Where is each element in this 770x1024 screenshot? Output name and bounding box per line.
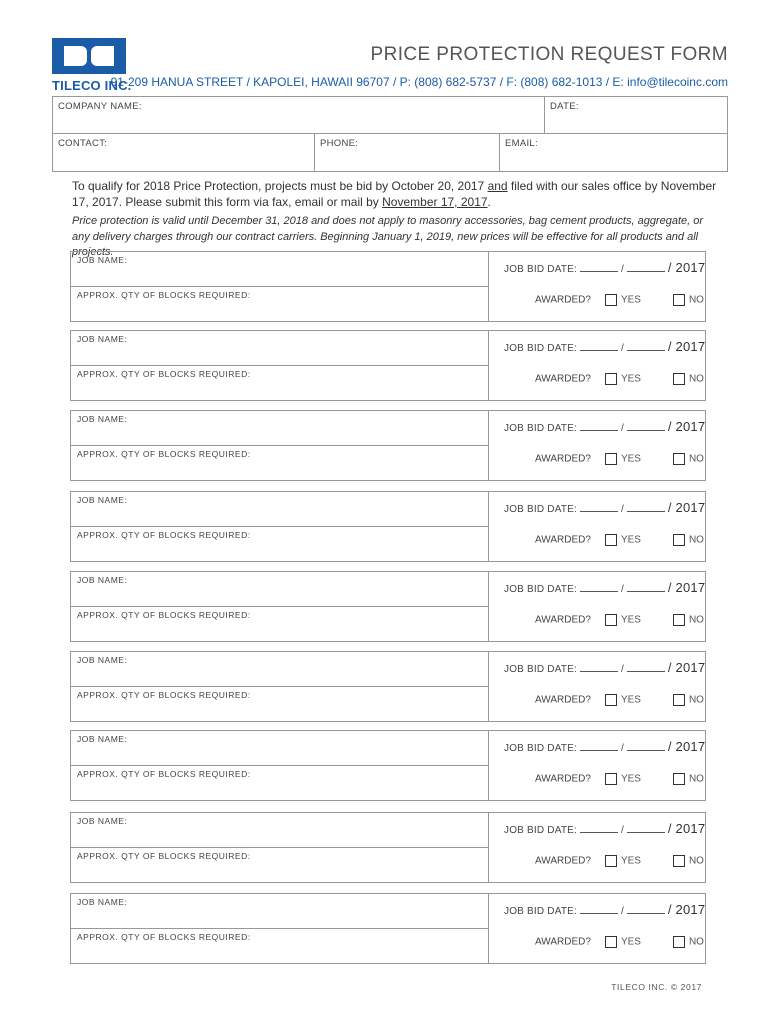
job-name-label: JOB NAME: — [77, 734, 128, 744]
intro-text-b: filed with our sales office by November 17, 2017. Please submit this form via fax, email or mail by — [72, 179, 717, 209]
date-field[interactable] — [545, 97, 727, 134]
job-name-field[interactable] — [71, 572, 489, 607]
company-address: 91-209 HANUA STREET / KAPOLEI, HAWAII 96707 / P: (808) 682-5737 / F: (808) 682-1013 / E: info@tilecoinc.com — [110, 75, 728, 89]
bid-year: / 2017 — [667, 419, 706, 434]
yes-label: YES — [620, 855, 641, 867]
block-qty-field[interactable] — [71, 766, 489, 800]
bid-month-blank[interactable] — [580, 262, 618, 272]
block-qty-label: APPROX. QTY OF BLOCKS REQUIRED: — [77, 610, 251, 620]
bid-day-blank[interactable] — [627, 421, 665, 431]
job-name-label: JOB NAME: — [77, 334, 128, 344]
block-qty-label: APPROX. QTY OF BLOCKS REQUIRED: — [77, 690, 251, 700]
awarded-label: AWARDED? — [535, 936, 591, 948]
date-slash: / — [620, 264, 624, 275]
no-checkbox[interactable] — [673, 614, 685, 626]
awarded-label: AWARDED? — [535, 694, 591, 706]
date-slash: / — [620, 664, 624, 675]
bid-year: / 2017 — [667, 739, 706, 754]
yes-label: YES — [620, 453, 641, 465]
page-title: PRICE PROTECTION REQUEST FORM — [370, 44, 728, 65]
block-qty-label: APPROX. QTY OF BLOCKS REQUIRED: — [77, 769, 251, 779]
date-slash: / — [620, 743, 624, 754]
phone-field[interactable] — [315, 134, 500, 171]
awarded-options — [535, 453, 704, 465]
job-name-label: JOB NAME: — [77, 816, 128, 826]
yes-checkbox[interactable] — [605, 373, 617, 385]
job-name-field[interactable] — [71, 894, 489, 929]
job-bid-date[interactable] — [504, 419, 705, 434]
awarded-label: AWARDED? — [535, 534, 591, 546]
no-label: NO — [688, 936, 704, 948]
bid-year: / 2017 — [667, 339, 706, 354]
block-qty-field[interactable] — [71, 929, 489, 963]
yes-checkbox[interactable] — [605, 534, 617, 546]
no-label: NO — [688, 534, 704, 546]
job-name-label: JOB NAME: — [77, 575, 128, 585]
validity-note: Price protection is valid until December 31, 2018 and does not apply to masonry accessories, bag cement products, aggregate, or any delivery charges through our contract carriers. Beginning January 1, 2019, new prices will be effective for all products and all projects. — [72, 215, 704, 258]
bid-day-blank[interactable] — [627, 741, 665, 751]
no-label: NO — [688, 373, 704, 385]
awarded-options — [535, 614, 704, 626]
yes-label: YES — [620, 773, 641, 785]
bid-date-label: JOB BID DATE: — [504, 343, 577, 354]
awarded-label: AWARDED? — [535, 453, 591, 465]
block-qty-field[interactable] — [71, 527, 489, 561]
no-checkbox[interactable] — [673, 453, 685, 465]
block-qty-field[interactable] — [71, 287, 489, 321]
job-entry — [70, 651, 706, 722]
date-slash: / — [620, 423, 624, 434]
job-name-field[interactable] — [71, 492, 489, 527]
bid-month-blank[interactable] — [580, 662, 618, 672]
bid-year: / 2017 — [667, 260, 706, 275]
block-qty-label: APPROX. QTY OF BLOCKS REQUIRED: — [77, 851, 251, 861]
job-bid-date[interactable] — [504, 260, 705, 275]
job-entry — [70, 571, 706, 642]
yes-checkbox[interactable] — [605, 453, 617, 465]
job-name-field[interactable] — [71, 652, 489, 687]
bid-date-label: JOB BID DATE: — [504, 423, 577, 434]
bid-date-label: JOB BID DATE: — [504, 743, 577, 754]
awarded-options — [535, 855, 704, 867]
job-name-field[interactable] — [71, 331, 489, 366]
awarded-label: AWARDED? — [535, 294, 591, 306]
job-name-field[interactable] — [71, 813, 489, 848]
bid-day-blank[interactable] — [627, 502, 665, 512]
yes-label: YES — [620, 614, 641, 626]
job-entry — [70, 330, 706, 401]
bid-date-label: JOB BID DATE: — [504, 264, 577, 275]
no-checkbox[interactable] — [673, 855, 685, 867]
bid-date-label: JOB BID DATE: — [504, 504, 577, 515]
job-name-field[interactable] — [71, 252, 489, 287]
date-label: DATE: — [550, 101, 579, 112]
yes-checkbox[interactable] — [605, 855, 617, 867]
bid-month-blank[interactable] — [580, 582, 618, 592]
no-label: NO — [688, 855, 704, 867]
job-entry — [70, 893, 706, 964]
awarded-options — [535, 294, 704, 306]
contact-label: CONTACT: — [58, 138, 108, 149]
awarded-options — [535, 694, 704, 706]
job-entry — [70, 491, 706, 562]
bid-year: / 2017 — [667, 660, 706, 675]
bid-month-blank[interactable] — [580, 341, 618, 351]
awarded-label: AWARDED? — [535, 373, 591, 385]
bid-day-blank[interactable] — [627, 262, 665, 272]
no-checkbox[interactable] — [673, 294, 685, 306]
job-bid-date[interactable] — [504, 739, 705, 754]
bid-month-blank[interactable] — [580, 741, 618, 751]
no-checkbox[interactable] — [673, 373, 685, 385]
intro-deadline: November 17, 2017 — [382, 195, 488, 209]
bid-year: / 2017 — [667, 500, 706, 515]
awarded-options — [535, 936, 704, 948]
job-entry — [70, 812, 706, 883]
awarded-options — [535, 534, 704, 546]
job-bid-date[interactable] — [504, 580, 705, 595]
logo-mark — [52, 38, 126, 74]
awarded-label: AWARDED? — [535, 855, 591, 867]
yes-checkbox[interactable] — [605, 773, 617, 785]
yes-label: YES — [620, 694, 641, 706]
job-bid-date[interactable] — [504, 821, 705, 836]
bid-day-blank[interactable] — [627, 904, 665, 914]
yes-checkbox[interactable] — [605, 694, 617, 706]
no-checkbox[interactable] — [673, 694, 685, 706]
bid-month-blank[interactable] — [580, 823, 618, 833]
email-label: EMAIL: — [505, 138, 538, 149]
bid-date-label: JOB BID DATE: — [504, 584, 577, 595]
no-label: NO — [688, 694, 704, 706]
block-qty-field[interactable] — [71, 366, 489, 400]
date-slash: / — [620, 825, 624, 836]
company-info-table — [52, 96, 728, 172]
no-checkbox[interactable] — [673, 936, 685, 948]
phone-label: PHONE: — [320, 138, 359, 149]
email-field[interactable] — [500, 134, 727, 171]
yes-label: YES — [620, 294, 641, 306]
job-entry — [70, 730, 706, 801]
date-slash: / — [620, 906, 624, 917]
bid-date-label: JOB BID DATE: — [504, 825, 577, 836]
no-label: NO — [688, 614, 704, 626]
intro-period: . — [487, 195, 491, 209]
date-slash: / — [620, 504, 624, 515]
job-bid-date[interactable] — [504, 660, 705, 675]
no-label: NO — [688, 773, 704, 785]
no-checkbox[interactable] — [673, 534, 685, 546]
contact-field[interactable] — [53, 134, 315, 171]
job-entry — [70, 410, 706, 481]
block-qty-label: APPROX. QTY OF BLOCKS REQUIRED: — [77, 530, 251, 540]
footer-copyright: TILECO INC. © 2017 — [611, 982, 702, 992]
intro-and: and — [487, 179, 508, 193]
job-name-label: JOB NAME: — [77, 414, 128, 424]
yes-checkbox[interactable] — [605, 614, 617, 626]
bid-day-blank[interactable] — [627, 662, 665, 672]
block-qty-field[interactable] — [71, 446, 489, 480]
bid-date-label: JOB BID DATE: — [504, 906, 577, 917]
yes-label: YES — [620, 936, 641, 948]
logo-text: TILECO INC. — [52, 78, 132, 93]
intro-text-a: To qualify for 2018 Price Protection, projects must be bid by October 20, 2017 — [72, 179, 488, 193]
company-name-label: COMPANY NAME: — [58, 101, 142, 112]
no-checkbox[interactable] — [673, 773, 685, 785]
bid-month-blank[interactable] — [580, 502, 618, 512]
no-label: NO — [688, 453, 704, 465]
yes-label: YES — [620, 373, 641, 385]
bid-year: / 2017 — [667, 821, 706, 836]
company-name-field[interactable] — [53, 97, 545, 134]
bid-month-blank[interactable] — [580, 421, 618, 431]
date-slash: / — [620, 584, 624, 595]
job-bid-date[interactable] — [504, 902, 705, 917]
bid-date-label: JOB BID DATE: — [504, 664, 577, 675]
block-qty-label: APPROX. QTY OF BLOCKS REQUIRED: — [77, 932, 251, 942]
bid-month-blank[interactable] — [580, 904, 618, 914]
awarded-label: AWARDED? — [535, 614, 591, 626]
job-name-label: JOB NAME: — [77, 255, 128, 265]
bid-day-blank[interactable] — [627, 823, 665, 833]
block-qty-label: APPROX. QTY OF BLOCKS REQUIRED: — [77, 369, 251, 379]
block-qty-field[interactable] — [71, 848, 489, 882]
awarded-label: AWARDED? — [535, 773, 591, 785]
bid-year: / 2017 — [667, 580, 706, 595]
job-entry — [70, 251, 706, 322]
bid-day-blank[interactable] — [627, 582, 665, 592]
yes-checkbox[interactable] — [605, 936, 617, 948]
awarded-options — [535, 773, 704, 785]
block-qty-field[interactable] — [71, 687, 489, 721]
job-name-field[interactable] — [71, 411, 489, 446]
block-qty-label: APPROX. QTY OF BLOCKS REQUIRED: — [77, 290, 251, 300]
job-name-field[interactable] — [71, 731, 489, 766]
job-name-label: JOB NAME: — [77, 655, 128, 665]
awarded-options — [535, 373, 704, 385]
bid-year: / 2017 — [667, 902, 706, 917]
job-name-label: JOB NAME: — [77, 897, 128, 907]
bid-day-blank[interactable] — [627, 341, 665, 351]
job-name-label: JOB NAME: — [77, 495, 128, 505]
yes-label: YES — [620, 534, 641, 546]
no-label: NO — [688, 294, 704, 306]
block-qty-label: APPROX. QTY OF BLOCKS REQUIRED: — [77, 449, 251, 459]
block-qty-field[interactable] — [71, 607, 489, 641]
date-slash: / — [620, 343, 624, 354]
qualification-text — [72, 178, 717, 210]
yes-checkbox[interactable] — [605, 294, 617, 306]
job-bid-date[interactable] — [504, 339, 705, 354]
job-bid-date[interactable] — [504, 500, 705, 515]
